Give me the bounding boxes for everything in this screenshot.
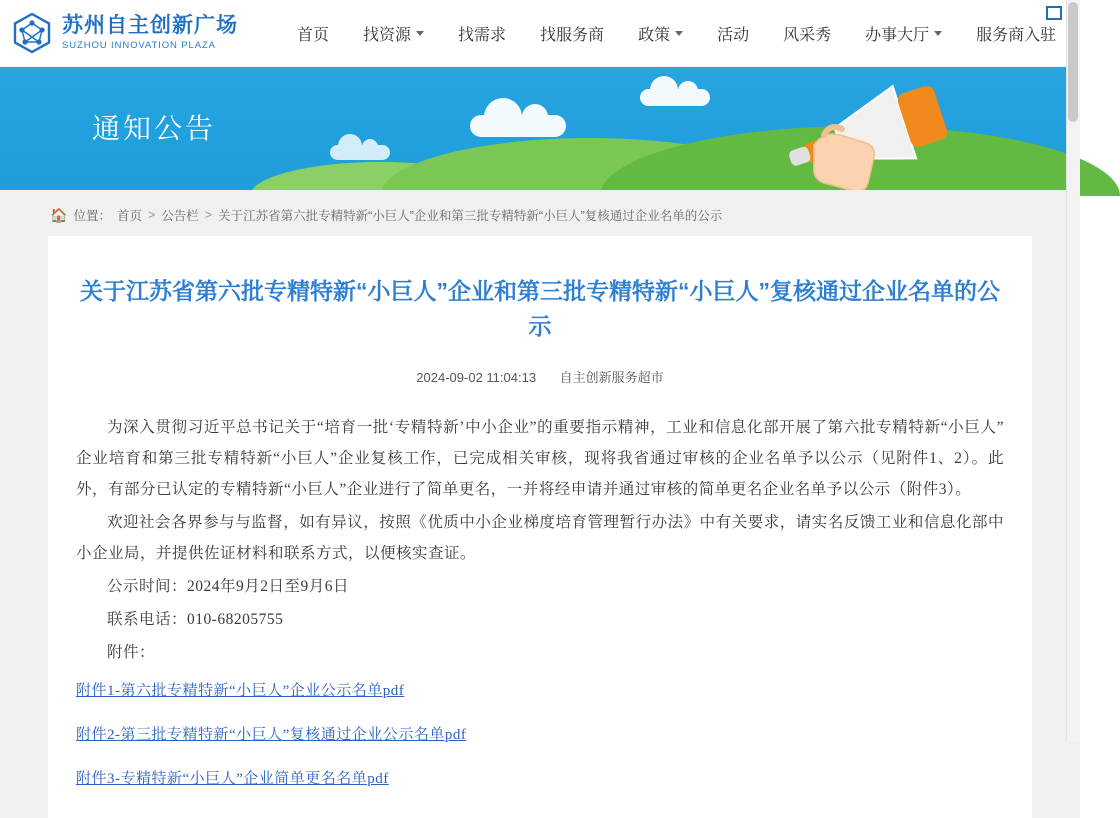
attachment-link[interactable]: 附件1-第六批专精特新“小巨人”企业公示名单pdf [76,683,405,699]
attachment-list [76,676,1004,794]
content-area [0,190,1080,818]
page-banner [0,67,1080,190]
breadcrumb-item-current: 关于江苏省第六批专精特新“小巨人”企业和第三批专精特新“小巨人”复核通过企业名单的公示 [218,209,723,223]
nav-item-providers[interactable] [523,0,621,66]
article-source: 自主创新服务超市 [559,370,664,385]
article-body [76,412,1004,794]
contact-phone: 联系电话：010-68205755 [107,611,284,628]
megaphone-hand-icon [780,85,990,194]
nav-label: 政策 [638,26,671,44]
attachments-label: 附件： [107,644,156,661]
brand-name-en: SUZHOU INNOVATION PLAZA [62,39,216,51]
nav-label: 风采秀 [783,26,832,44]
cloud-icon [640,89,710,106]
chevron-down-icon [416,31,424,36]
home-icon: 🏠 [50,207,68,223]
site-header [0,0,1080,67]
nav-item-activities[interactable] [700,0,766,66]
nav-label: 活动 [717,26,750,44]
attachment-link[interactable]: 附件2-第三批专精特新“小巨人”复核通过企业公示名单pdf [76,727,467,743]
article-meta [76,367,1004,386]
cloud-icon [470,115,566,137]
paragraph: 欢迎社会各界参与与监督，如有异议，按照《优质中小企业梯度培育管理暂行办法》中有关要求，请实名反馈工业和信息化部中小企业局，并提供佐证材料和联系方式，以便核实查证。 [76,514,1004,562]
chevron-down-icon [675,31,683,36]
cloud-icon [330,145,390,160]
breadcrumb-separator: > [204,208,213,222]
nav-item-policy[interactable] [621,0,700,66]
scrollbar-thumb[interactable] [1068,2,1078,122]
page-scrollbar[interactable] [1066,0,1080,742]
paragraph: 为深入贯彻习近平总书记关于“培育一批‘专精特新’中小企业”的重要指示精神，工业和信息化部开展了第六批专精特新“小巨人”企业培育和第三批专精特新“小巨人”企业复核工作，已完成相关审核，现将我省通过审核的企业名单予以公示（见附件1、2）。此外，有部分已认定的专精特新“小巨人”企业进行了简单更名，一并将经申请并通过审核的简单更名企业名单予以公示（附件3）。 [76,419,1004,498]
hexagon-network-logo-icon [10,11,54,55]
chevron-down-icon [934,31,942,36]
nav-label: 首页 [297,26,330,44]
publish-date: 2024-09-02 11:04:13 [416,370,537,385]
nav-item-demands[interactable] [441,0,523,66]
breadcrumb-item-home[interactable]: 首页 [116,209,142,223]
notice-period: 公示时间：2024年9月2日至9月6日 [107,578,350,595]
brand-text [62,15,238,50]
nav-item-resources[interactable] [346,0,441,66]
breadcrumb-item-announcements[interactable]: 公告栏 [161,209,199,223]
breadcrumb [0,190,1080,236]
page-title: 关于江苏省第六批专精特新“小巨人”企业和第三批专精特新“小巨人”复核通过企业名单的公示 [80,278,1000,339]
nav-item-home[interactable] [280,0,346,66]
nav-label: 办事大厅 [865,26,930,44]
nav-label: 找资源 [363,26,412,44]
main-nav [280,0,1080,66]
nav-item-showcase[interactable] [766,0,848,66]
attachment-link[interactable]: 附件3-专精特新“小巨人”企业简单更名名单pdf [76,771,389,787]
nav-label: 找需求 [458,26,507,44]
brand-name-cn: 苏州自主创新广场 [62,14,238,38]
breadcrumb-separator: > [147,208,156,222]
banner-title: 通知公告 [92,113,217,144]
article-card [48,236,1032,818]
site-brand[interactable] [0,11,250,55]
nav-item-service-hall[interactable] [848,0,959,66]
nav-label: 找服务商 [540,26,605,44]
window-restore-icon[interactable] [1046,6,1062,20]
breadcrumb-prefix: 位置： [73,209,111,223]
nav-label: 服务商入驻 [976,26,1057,44]
